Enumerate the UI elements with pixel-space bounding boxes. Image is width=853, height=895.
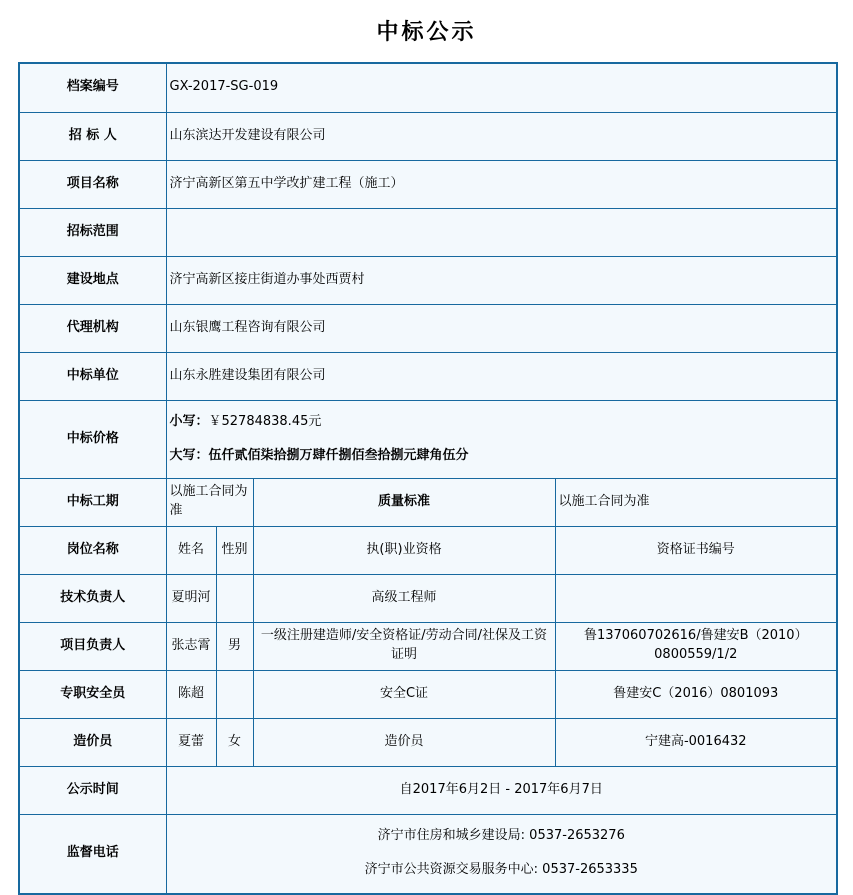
row-supervision-phone xyxy=(19,814,837,894)
person-gender xyxy=(216,574,253,622)
person-qualification: 一级注册建造师/安全资格证/劳动合同/社保及工资证明 xyxy=(253,622,555,670)
person-cert-number: 宁建高-0016432 xyxy=(555,718,837,766)
period-value: 以施工合同为准 xyxy=(166,478,253,526)
row-construction-site xyxy=(19,256,837,304)
row-value: 济宁高新区接庄街道办事处西贾村 xyxy=(166,256,837,304)
price-numeric-value: ￥52784838.45元 xyxy=(208,413,322,429)
row-tenderee xyxy=(19,112,837,160)
row-project-manager xyxy=(19,622,837,670)
quality-standard-label: 质量标准 xyxy=(253,478,555,526)
person-name: 张志霄 xyxy=(166,622,216,670)
header-qualification: 执(职)业资格 xyxy=(253,526,555,574)
row-label: 代理机构 xyxy=(19,304,166,352)
price-words-line xyxy=(170,447,834,466)
row-value: 山东永胜建设集团有限公司 xyxy=(166,352,837,400)
person-name: 陈超 xyxy=(166,670,216,718)
row-label: 造价员 xyxy=(19,718,166,766)
phone-line-trade-center: 济宁市公共资源交易服务中心: 0537-2653335 xyxy=(364,862,638,878)
row-label: 监督电话 xyxy=(19,814,166,894)
row-value: GX-2017-SG-019 xyxy=(166,63,837,112)
row-label: 专职安全员 xyxy=(19,670,166,718)
quality-standard-value: 以施工合同为准 xyxy=(555,478,837,526)
row-label: 中标单位 xyxy=(19,352,166,400)
person-name: 夏蕾 xyxy=(166,718,216,766)
row-label: 公示时间 xyxy=(19,766,166,814)
row-winning-bidder xyxy=(19,352,837,400)
person-qualification: 高级工程师 xyxy=(253,574,555,622)
row-tender-scope xyxy=(19,208,837,256)
row-label: 中标工期 xyxy=(19,478,166,526)
price-numeric-line xyxy=(170,413,834,432)
row-value: 济宁高新区第五中学改扩建工程（施工） xyxy=(166,160,837,208)
person-cert-number: 鲁137060702616/鲁建安B（2010）0800559/1/2 xyxy=(555,622,837,670)
row-value: 山东滨达开发建设有限公司 xyxy=(166,112,837,160)
row-value xyxy=(166,208,837,256)
publicity-period-value: 自2017年6月2日 - 2017年6月7日 xyxy=(166,766,837,814)
person-gender xyxy=(216,670,253,718)
header-gender: 性别 xyxy=(216,526,253,574)
phone-cell xyxy=(166,814,837,894)
price-words-label: 大写： xyxy=(169,447,209,463)
row-label: 项目负责人 xyxy=(19,622,166,670)
phone-line-housing-bureau: 济宁市住房和城乡建设局: 0537-2653276 xyxy=(377,828,625,844)
person-gender: 男 xyxy=(216,622,253,670)
header-name: 姓名 xyxy=(166,526,216,574)
row-archive-number xyxy=(19,63,837,112)
row-technical-director xyxy=(19,574,837,622)
person-cert-number: 鲁建安C（2016）0801093 xyxy=(555,670,837,718)
row-safety-officer xyxy=(19,670,837,718)
row-project-name xyxy=(19,160,837,208)
row-label: 项目名称 xyxy=(19,160,166,208)
row-label: 建设地点 xyxy=(19,256,166,304)
price-cell xyxy=(166,400,837,478)
price-numeric-label: 小写： xyxy=(169,413,209,429)
person-qualification: 安全C证 xyxy=(253,670,555,718)
page-title: 中标公示 xyxy=(376,19,477,45)
row-value: 山东银鹰工程咨询有限公司 xyxy=(166,304,837,352)
bid-announcement-table xyxy=(18,62,838,895)
person-qualification: 造价员 xyxy=(253,718,555,766)
row-winning-price xyxy=(19,400,837,478)
row-label: 岗位名称 xyxy=(19,526,166,574)
person-cert-number xyxy=(555,574,837,622)
row-label: 技术负责人 xyxy=(19,574,166,622)
row-label: 中标价格 xyxy=(19,400,166,478)
row-position-header xyxy=(19,526,837,574)
row-publicity-period xyxy=(19,766,837,814)
row-label: 招 标 人 xyxy=(19,112,166,160)
person-gender: 女 xyxy=(216,718,253,766)
row-label: 档案编号 xyxy=(19,63,166,112)
person-name: 夏明河 xyxy=(166,574,216,622)
row-label: 招标范围 xyxy=(19,208,166,256)
row-construction-period xyxy=(19,478,837,526)
row-agency xyxy=(19,304,837,352)
header-cert-number: 资格证书编号 xyxy=(555,526,837,574)
row-cost-estimator xyxy=(19,718,837,766)
price-words-value: 伍仟贰佰柒拾捌万肆仟捌佰叁拾捌元肆角伍分 xyxy=(208,447,469,463)
